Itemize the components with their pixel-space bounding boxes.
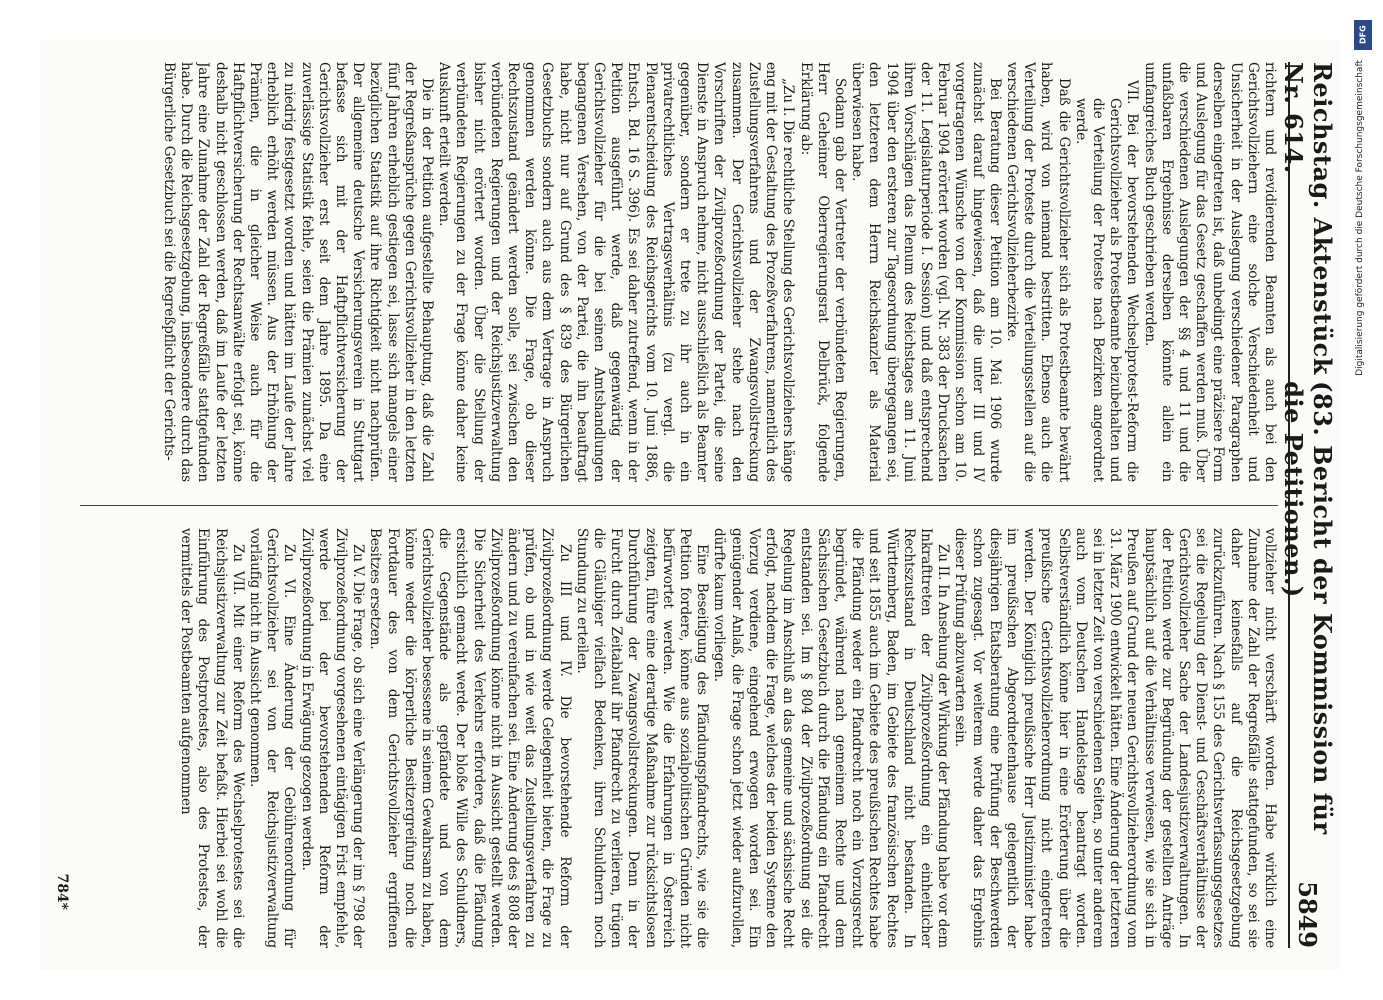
header-left: Reichstag. Aktenstück Nr. 614. <box>1279 62 1337 375</box>
paragraph: Die in der Petition aufgestellte Behauptung, daß die Zahl der Regreßansprüche gegen Gerichtsvollzieher in den letzten fünf Jahren erheblich gestiegen sei, lasse sich mangels einer bezüglichen Statistik auf ihre Richtigkeit nicht nachprüfen. Der allgemeine deutsche Versicherungsverein in Stuttgart befasse sich mit der Haftpflichtversicherung der Gerichtsvollzieher erst seit dem Jahre 1895. Da eine zuverlässige Statistik fehle, seien die Prämien zunächst viel zu niedrig festgesetzt worden und hätten im Laufe der Jahre erheblich erhöht werden müssen. Aus der Erhöhung der Prämien, die in gleicher Weise auch für die Haftpflichtversicherung der Rechtsanwälte erfolgt sei, könne deshalb nicht geschlossen werden, daß im Laufe der letzten Jahre eine Zunahme der Zahl der Regreßfälle stattgefunden habe. Durch die Reichsgesetzgebung, insbesondere durch das Bürgerliche Gesetzbuch sei die Regreßpflicht der Gerichts- <box>161 62 436 482</box>
paragraph: Eine Beseitigung des Pfändungspfandrechts, wie sie die Petition fordere, könne aus sozialpolitischen Gründen nicht befürwortet werden. Wie die Erfahrungen in Österreich zeigten, führe eine derartige Maßnahme zur rücksichtslosen Durchführung der Zwangsvollstreckungen. Denn in der Furcht durch Zeitablauf ihr Pfandrecht zu verlieren, trügen die Gläubiger vielfach Bedenken, ihren Schuldnern noch Stundung zu erteilen. <box>573 528 711 948</box>
footer-mark: 784* <box>54 873 70 910</box>
paragraph: Zu VII. Mit einer Reform des Wechselprotestes sei die Reichsjustizverwaltung zur Zeit befaßt. Hierbei sei wohl die Einführung des Postprotestes, also des Protestes, der vermittels der Postbeamten aufgenommen <box>178 528 246 948</box>
attribution-strip <box>1350 20 1380 980</box>
paragraph: Zu VI. Eine Änderung der Gebührenordnung für Gerichtsvollzieher sei von der Reichsjustizverwaltung vorläufig nicht in Aussicht genommen. <box>247 528 298 948</box>
paragraph: Zu V. Die Frage, ob sich eine Verlängerung der im § 798 der Zivilprozeßordnung vorgesehenen eintägigen Frist empfehle, werde bei der bevorstehenden Reform der Zivilprozeßordnung in Erwägung gezogen werden. <box>298 528 367 948</box>
header-title: (83. Bericht der Kommission für die Petitionen.) <box>1279 381 1337 835</box>
paragraph: Zu II. In Ansehung der Wirkung der Pfändung habe vor dem Inkrafttreten der Zivilprozeßordnung ein einheitlicher Rechtszustand in Deutschland nicht bestanden. In Württemberg, Baden, im Gebiete des französischen Rechtes und seit 1855 auch im Gebiete des preußischen Rechtes habe die Pfändung weder ein Pfandrecht noch ein Vorzugsrecht begründet, während nach gemeinem Rechte und dem Sächsischen Gesetzbuch durch die Pfändung ein Pfandrecht entstanden sei. Im § 804 der Zivilprozeßordnung sei die Regelung im Anschluß an das gemeine und sächsische Recht erfolgt, nachdem die Frage, welches der beiden Systeme den Vorzug verdiene, eingehend erwogen worden sei. Ein genügender Anlaß, die Frage schon jetzt wieder aufzurollen, dürfte kaum vorliegen. <box>711 528 952 948</box>
left-column <box>80 62 1278 482</box>
column-divider <box>80 505 1278 506</box>
attribution-text: Digitalisierung gefördert durch die Deutsche Forschungsgemeinschaft <box>1355 60 1365 376</box>
paragraph: Zu III und IV. Die bevorstehende Reform der Zivilprozeßordnung werde Gelegenheit bieten, die Frage zu prüfen, ob und in wie weit das Zustellungsverfahren zu ändern und zu vereinfachen sei. Eine Änderung des § 808 der Zivilprozeßordnung könne nicht in Aussicht gestellt werden. Die Sicherheit des Verkehrs erfordere, daß die Pfändung ersichtlich gemacht werde. Der bloße Wille des Schuldners, die Gegenstände als gepfändete und von dem Gerichtsvollzieher besessene in seinem Gewahrsam zu haben, könne weder die körperliche Besitzergreifung noch die Fortdauer des von dem Gerichtsvollzieher ergriffenen Besitzes ersetzen. <box>367 528 573 948</box>
paragraph: Daß die Gerichtsvollzieher sich als Protestbeamte bewährt haben, wird von niemand bestritten. Ebenso auch die Verteilung der Proteste durch die Verteilungsstellen auf die verschiedenen Gerichtsvollzieherbezirke. <box>1003 62 1072 482</box>
scanned-page <box>40 40 1340 970</box>
paragraph: Sodann gab der Vertreter der verbündeten Regierungen, Herr Geheimer Oberregierungsrat Delbrück, folgende Erklärung ab: <box>797 62 848 482</box>
right-column <box>80 528 1278 948</box>
page-header <box>1279 62 1337 948</box>
paragraph: vollzieher nicht verschärft worden. Habe wirklich eine Zunahme der Zahl der Regreßfälle stattgefunden, so sei sie daher keinesfalls auf die Reichsgesetzgebung zurückzuführen. Nach § 155 des Gerichtsverfassungsgesetzes sei die Regelung der Dienst- und Geschäftsverhältnisse der Gerichtsvollzieher Sache der Landesjustizverwaltungen. In der Petition werde zur Begründung der gestellten Anträge hauptsächlich auf die Verhältnisse verwiesen, wie sie sich in Preußen auf Grund der neuen Gerichtsvollzieherordnung vom 31. März 1900 entwickelt hätten. Eine Änderung der letzteren sei in letzter Zeit von verschiedenen Seiten, so unter anderem auch vom Deutschen Handelstage beantragt worden. Selbstverständlich könne hier in eine Erörterung über die preußische Gerichtsvollzieherordnung nicht eingetreten werden. Der Königlich preußische Herr Justizminister habe im preußischen Abgeordnetenhause gelegentlich der diesjährigen Etatsberatung eine Prüfung der Beschwerden schon zugesagt. Vor weiterem werde daher das Ergebnis dieser Prüfung abzuwarten sein. <box>952 528 1278 948</box>
paragraph: richtern und revidierenden Beamten als auch bei den Gerichtsvollziehern eine solche Verschiedenheit und Unsicherheit in der Auslegung verschiedener Paragraphen derselben eingetreten ist, daß unbedingt eine präzisere Form und Auslegung für das Gesetz geschaffen werden muß. Über die verschiedenen Auslegungen der §§ 4 und 11 und die unfaßbaren Ergebnisse derselben könnte allein ein umfangreiches Buch geschrieben werden. <box>1141 62 1278 482</box>
page-number: 5849 <box>1293 881 1323 948</box>
dfg-logo-icon: DFG <box>1354 20 1372 50</box>
paragraph: VII. Bei der bevorstehenden Wechselprotest-Reform die Gerichtsvollzieher als Protestbeamte beizubehalten und die Verteilung der Proteste nach Bezirken angeordnet werde. <box>1072 80 1141 482</box>
paragraph: „Zu I. Die rechtliche Stellung des Gerichtsvollziehers hänge eng mit der Gestaltung des Prozeßverfahrens, namentlich des Zustellungsverfahrens und der Zwangsvollstreckung zusammen. Der Gerichtsvollzieher stehe nach den Vorschriften der Zivilprozeßordnung der Partei, die seine Dienste in Anspruch nehme, nicht ausschließlich als Beamter gegenüber, sondern er trete zu ihr auch in ein privatrechtliches Vertragsverhältnis (zu vergl. die Plenarentscheidung des Reichsgerichts vom 10. Juni 1886, Entsch. Bd. 16 S. 396). Es sei daher zutreffend, wenn in der Petition ausgeführt werde, daß gegenwärtig der Gerichtsvollzieher für die bei seinen Amtshandlungen begangenen Versehen, von der Partei, die ihn beauftragt habe, nicht nur auf Grund des § 839 des Bürgerlichen Gesetzbuchs sondern auch aus dem Vertrage in Anspruch genommen werden könne. Die Frage, ob dieser Rechtszustand geändert werden solle, sei zwischen den verbündeten Regierungen und der Reichsjustizverwaltung bisher nicht erörtert worden. Über die Stellung der verbündeten Regierungen zu der Frage könne daher keine Auskunft erteilt werden. <box>436 62 797 482</box>
paragraph: Bei Beratung dieser Petition am 10. Mai 1906 wurde zunächst darauf hingewiesen, daß die unter III und IV vorgetragenen Wünsche von der Kommission schon am 10. Februar 1904 erörtert worden (vgl. Nr. 383 der Drucksachen der 11. Legislaturperiode I. Session) und daß entsprechend ihren Vorschlägen das Plenum des Reichstages am 11. Juni 1904 über den ersteren zur Tagesordnung übergegangen sei, den letzteren dem Herrn Reichskanzler als Material überwiesen habe. <box>849 62 1003 482</box>
